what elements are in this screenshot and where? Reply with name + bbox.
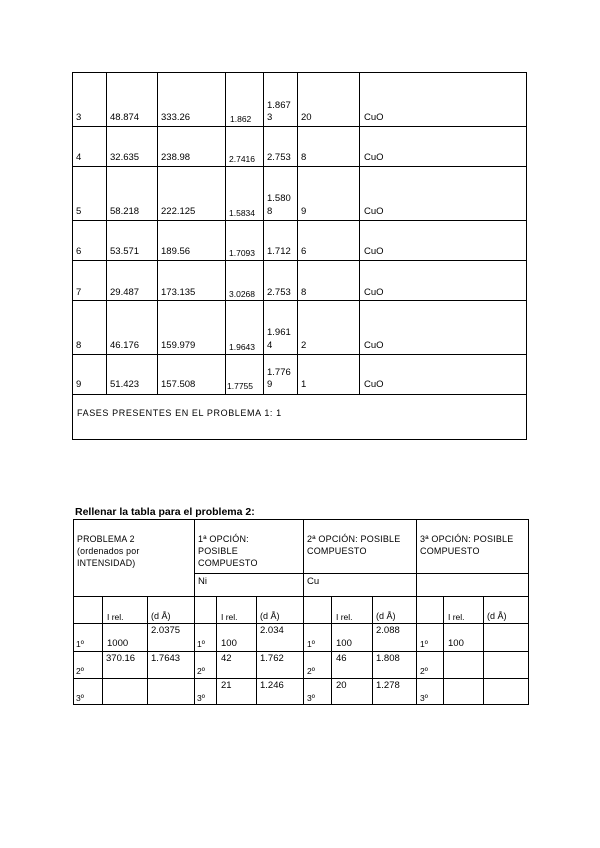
option1-irel: 21 (221, 680, 232, 691)
rel-intensity: 9 (301, 206, 307, 217)
order-label: 1º (76, 639, 84, 649)
row-index: 8 (76, 340, 82, 351)
intensity: 173.135 (161, 287, 196, 298)
option1-irel: 100 (221, 638, 237, 649)
d-ref-b: 2.753 (267, 152, 291, 163)
rel-intensity: 2 (301, 340, 307, 351)
d-spacing: 3.0268 (229, 289, 255, 299)
problem2-header: PROBLEMA 2 (ordenados por INTENSIDAD) (77, 534, 140, 568)
d-spacing: 1.7755 (227, 381, 253, 391)
col-d: (d Å) (376, 611, 396, 621)
d-ref-a: 1.867 (267, 100, 291, 111)
rel-intensity: 6 (301, 246, 307, 257)
phase: CuO (364, 112, 384, 123)
col-irel: I rel. (448, 612, 465, 622)
option1-header: 1ª OPCIÓN: POSIBLE COMPUESTO (198, 534, 258, 568)
d-spacing: 1.5834 (229, 208, 255, 218)
col-d: (d Å) (260, 611, 280, 621)
table2-caption: Rellenar la tabla para el problema 2: (75, 506, 255, 518)
order-label: 2º (197, 666, 205, 676)
order-label: 3º (76, 693, 84, 703)
order-label: 1º (420, 639, 428, 649)
order-label: 2º (420, 666, 428, 676)
row-index: 5 (76, 206, 82, 217)
row-index: 3 (76, 112, 82, 123)
rel-intensity: 8 (301, 287, 307, 298)
intensity: 333.26 (161, 112, 191, 123)
col-d: (d Å) (151, 611, 171, 621)
option1-irel: 42 (221, 653, 232, 664)
two-theta: 53.571 (110, 246, 140, 257)
d-spacing: 1.862 (230, 114, 252, 124)
option3-header: 3ª OPCIÓN: POSIBLE COMPUESTO (420, 534, 514, 556)
option2-d: 2.088 (376, 625, 400, 636)
phase: CuO (364, 206, 384, 217)
d-spacing: 1.9643 (229, 342, 255, 352)
row-index: 9 (76, 379, 82, 390)
two-theta: 29.487 (110, 287, 140, 298)
problem-d: 2.0375 (151, 625, 181, 636)
two-theta: 32.635 (110, 152, 140, 163)
row-index: 4 (76, 152, 82, 163)
phase: CuO (364, 152, 384, 163)
phase: CuO (364, 340, 384, 351)
option2-header: 2ª OPCIÓN: POSIBLE COMPUESTO (307, 534, 401, 556)
order-label: 2º (307, 666, 315, 676)
option2-irel: 20 (336, 680, 347, 691)
rel-intensity: 8 (301, 152, 307, 163)
order-label: 2º (76, 666, 84, 676)
d-spacing: 1.7093 (229, 248, 255, 258)
d-ref-a: 1.961 (267, 327, 291, 338)
d-ref-b: 8 (267, 206, 273, 217)
option1-compound: Ni (198, 576, 207, 587)
option1-d: 2.034 (260, 625, 284, 636)
d-ref-b: 9 (267, 379, 273, 390)
option1-d: 1.246 (260, 680, 284, 691)
option2-irel: 46 (336, 653, 347, 664)
d-ref-b: 1.712 (267, 246, 291, 257)
two-theta: 46.176 (110, 340, 140, 351)
row-index: 6 (76, 246, 82, 257)
intensity: 238.98 (161, 152, 191, 163)
order-label: 1º (307, 639, 315, 649)
rel-intensity: 1 (301, 379, 307, 390)
col-irel: I rel. (221, 612, 238, 622)
option1-d: 1.762 (260, 653, 284, 664)
order-label: 3º (197, 693, 205, 703)
two-theta: 48.874 (110, 112, 140, 123)
d-ref-b: 2.753 (267, 287, 291, 298)
intensity: 159.979 (161, 340, 196, 351)
rel-intensity: 20 (301, 112, 312, 123)
two-theta: 58.218 (110, 206, 140, 217)
d-spacing: 2.7416 (229, 154, 255, 164)
phase: CuO (364, 379, 384, 390)
phases-present: FASES PRESENTES EN EL PROBLEMA 1: 1 (77, 408, 282, 418)
option3-irel: 100 (448, 638, 464, 649)
phase: CuO (364, 287, 384, 298)
two-theta: 51.423 (110, 379, 140, 390)
order-label: 3º (420, 693, 428, 703)
d-ref-b: 4 (267, 340, 273, 351)
intensity: 157.508 (161, 379, 196, 390)
option2-d: 1.808 (376, 653, 400, 664)
option2-compound: Cu (307, 576, 320, 587)
col-d: (d Å) (487, 611, 507, 621)
problem-irel: 370.16 (106, 653, 136, 664)
col-irel: I rel. (336, 612, 353, 622)
option2-irel: 100 (336, 638, 352, 649)
d-ref-a: 1.580 (267, 193, 291, 204)
row-index: 7 (76, 287, 82, 298)
problem-irel: 1000 (107, 638, 129, 649)
d-ref-b: 3 (267, 112, 273, 123)
intensity: 189.56 (161, 246, 191, 257)
problem-d: 1.7643 (151, 653, 181, 664)
d-ref-a: 1.776 (267, 367, 291, 378)
phase: CuO (364, 246, 384, 257)
intensity: 222.125 (161, 206, 196, 217)
option2-d: 1.278 (376, 680, 400, 691)
order-label: 3º (307, 693, 315, 703)
order-label: 1º (197, 639, 205, 649)
col-irel: I rel. (107, 612, 124, 622)
